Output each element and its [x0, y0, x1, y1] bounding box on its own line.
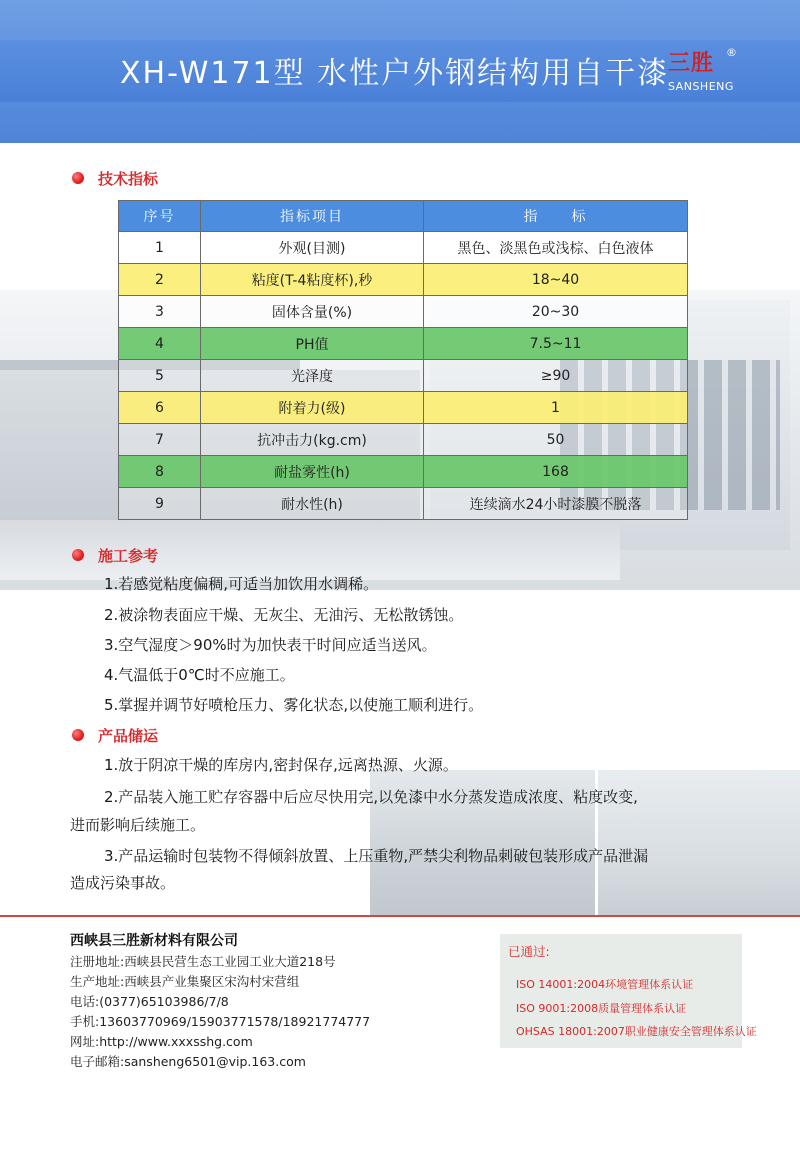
section-title: 产品储运 — [98, 726, 159, 745]
row-no: 8 — [119, 456, 201, 488]
row-item: 耐水性(h) — [201, 488, 424, 520]
construction-line: 5.掌握并调节好喷枪压力、雾化状态,以使施工顺利进行。 — [104, 696, 484, 714]
table-row — [119, 360, 688, 392]
storage-line: 造成污染事故。 — [70, 874, 176, 892]
row-no: 7 — [119, 424, 201, 456]
registered-mark: ® — [726, 46, 737, 59]
contact-mobile: 手机:13603770969/15903771578/18921774777 — [70, 1014, 371, 1029]
row-value: 连续滴水24小时漆膜不脱落 — [424, 488, 688, 520]
section-tech-heading — [72, 167, 158, 189]
row-value: 50 — [424, 424, 688, 456]
construction-line: 4.气温低于0℃时不应施工。 — [104, 666, 295, 684]
storage-line: 3.产品运输时包装物不得倾斜放置、上压重物,严禁尖利物品刺破包装形成产品泄漏 — [104, 847, 649, 865]
row-value: 黑色、淡黑色或浅棕、白色液体 — [424, 232, 688, 264]
section-title: 施工参考 — [98, 546, 159, 565]
storage-line: 2.产品装入施工贮存容器中后应尽快用完,以免漆中水分蒸发造成浓度、粘度改变, — [104, 788, 638, 806]
row-no: 2 — [119, 264, 201, 296]
row-item: 固体含量(%) — [201, 296, 424, 328]
cert-iso9001: ISO 9001:2008质量管理体系认证 — [516, 1002, 687, 1015]
row-item: 光泽度 — [201, 360, 424, 392]
row-value: 168 — [424, 456, 688, 488]
row-value: 18~40 — [424, 264, 688, 296]
row-no: 9 — [119, 488, 201, 520]
row-no: 3 — [119, 296, 201, 328]
table-row — [119, 232, 688, 264]
row-item: 外观(目测) — [201, 232, 424, 264]
row-no: 4 — [119, 328, 201, 360]
brand-logo-text: SANSHENG — [668, 80, 734, 93]
table-row — [119, 392, 688, 424]
page-title: XH-W171型 水性户外钢结构用自干漆 — [120, 56, 670, 91]
section-storage-heading — [72, 724, 158, 746]
header-no: 序号 — [119, 201, 201, 232]
brand-logo-mark: 三胜 — [668, 51, 715, 76]
row-value: 1 — [424, 392, 688, 424]
table-row — [119, 264, 688, 296]
row-value: 7.5~11 — [424, 328, 688, 360]
bullet-icon — [72, 549, 84, 561]
row-no: 5 — [119, 360, 201, 392]
contact-registered-address: 注册地址:西峡县民营生态工业园工业大道218号 — [70, 954, 336, 969]
contact-website: 网址:http://www.xxxsshg.com — [70, 1034, 253, 1049]
footer-divider — [0, 915, 800, 917]
row-item: 耐盐雾性(h) — [201, 456, 424, 488]
cert-iso14001: ISO 14001:2004环境管理体系认证 — [516, 978, 694, 991]
row-item: 粘度(T-4粘度杯),秒 — [201, 264, 424, 296]
table-row — [119, 424, 688, 456]
certification-box — [500, 934, 757, 1048]
spec-table — [118, 200, 688, 520]
row-value: 20~30 — [424, 296, 688, 328]
construction-line: 1.若感觉粘度偏稠,可适当加饮用水调稀。 — [104, 575, 379, 593]
construction-line: 3.空气湿度＞90%时为加快表干时间应适当送风。 — [104, 636, 437, 654]
row-no: 1 — [119, 232, 201, 264]
table-row — [119, 456, 688, 488]
table-row — [119, 296, 688, 328]
cert-ohsas18001: OHSAS 18001:2007职业健康安全管理体系认证 — [516, 1025, 757, 1038]
section-construction-heading — [72, 544, 158, 566]
contact-phone: 电话:(0377)65103986/7/8 — [70, 994, 229, 1009]
table-row — [119, 488, 688, 520]
cert-title: 已通过: — [508, 944, 550, 959]
storage-line: 进而影响后续施工。 — [70, 816, 206, 834]
company-name: 西峡县三胜新材料有限公司 — [70, 933, 238, 949]
storage-line: 1.放于阴凉干燥的库房内,密封保存,远离热源、火源。 — [104, 756, 458, 774]
bullet-icon — [72, 172, 84, 184]
brand-logo — [668, 42, 748, 102]
row-item: PH值 — [201, 328, 424, 360]
row-item: 抗冲击力(kg.cm) — [201, 424, 424, 456]
table-row — [119, 328, 688, 360]
contact-email: 电子邮箱:sansheng6501@vip.163.com — [70, 1054, 306, 1069]
section-title: 技术指标 — [98, 169, 159, 188]
header-item: 指标项目 — [201, 201, 424, 232]
table-header-row — [119, 201, 688, 232]
header-value: 指 标 — [424, 201, 688, 232]
row-no: 6 — [119, 392, 201, 424]
contact-production-address: 生产地址:西峡县产业集聚区宋沟村宋营组 — [70, 974, 300, 989]
bullet-icon — [72, 729, 84, 741]
header-banner — [0, 0, 800, 143]
row-item: 附着力(级) — [201, 392, 424, 424]
construction-line: 2.被涂物表面应干燥、无灰尘、无油污、无松散锈蚀。 — [104, 606, 464, 624]
row-value: ≥90 — [424, 360, 688, 392]
